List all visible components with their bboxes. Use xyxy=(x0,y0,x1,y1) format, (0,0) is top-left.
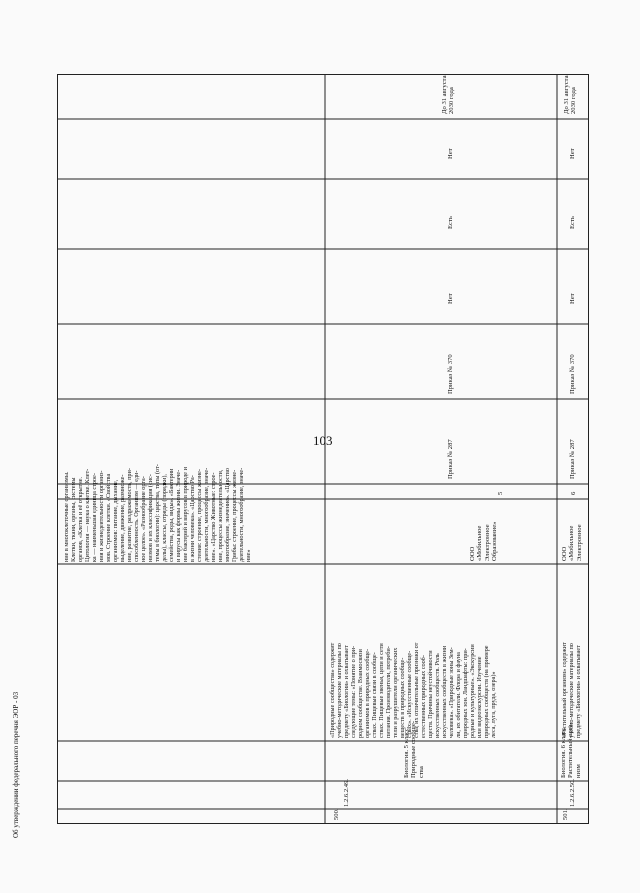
description-line: человека». «Природные зоны Зем- xyxy=(448,647,455,738)
description-line: следующие темы: «Понятие о при- xyxy=(350,645,357,738)
deadline-line: 2030 года xyxy=(448,87,456,114)
description-line: и вирусы как формы жизни. Значе- xyxy=(175,469,182,562)
description-line: деятельности, многообразие, значе- xyxy=(203,467,210,562)
row-500-description xyxy=(329,643,497,738)
description-line: родные и культурные». «Экскурсии xyxy=(469,644,476,738)
description-line: в жизни человека». «Царство Ра- xyxy=(189,475,196,562)
row-500-flag-c: Нет xyxy=(447,148,454,159)
row-501-number: 501. xyxy=(562,808,569,820)
organization-line: ООО xyxy=(561,546,568,561)
row-500-number: 500. xyxy=(333,808,340,820)
row-501-flag-c: Нет xyxy=(569,148,576,159)
description-line: предмету «Биология» и охватывает xyxy=(575,645,582,738)
row-501-organization xyxy=(561,524,583,561)
row-501-description xyxy=(561,642,582,738)
description-line: способленность. Организм — еди- xyxy=(133,470,140,562)
deadline-line: До 31 августа xyxy=(441,75,448,114)
title-line: Биология. 5 класс. xyxy=(403,726,410,778)
description-line: ние» xyxy=(245,549,252,562)
description-line: ствах. Пищевые звенья, цепи и сети xyxy=(378,643,385,738)
row-501-count: 6 xyxy=(570,491,577,495)
description-line: ния и жизнедеятельности организ- xyxy=(98,470,105,562)
description-line: ствах. Пищевые связи в сообще- xyxy=(371,652,378,738)
title-line: ства xyxy=(417,766,425,778)
description-line: выделение, движение, размноже- xyxy=(119,474,126,562)
table-grid xyxy=(57,74,589,824)
row-500-code: 1.2.6.2.49. xyxy=(343,778,350,807)
description-line: искусственных сообществ в жизни xyxy=(441,645,448,738)
description-line: ществ. Причины неустойчивости xyxy=(427,650,434,738)
description-line: «Растительный организм» содержит xyxy=(561,642,568,738)
title-line: Растительный орга- xyxy=(567,722,575,778)
row-500-flag-a: Нет xyxy=(447,293,454,304)
description-line: семейства, роды, виды». «Бактерии xyxy=(168,468,175,562)
description-line: органов, «Клетка и её открытие. xyxy=(77,476,84,562)
description-line: многообразие, значение». «Царство xyxy=(224,468,231,562)
organization-line: Образование» xyxy=(491,521,499,561)
description-line: ние в многоклеточные организмы. xyxy=(63,471,70,562)
description-line: веществ в природных сообще- xyxy=(399,657,406,738)
description-line: Грибы: строение, процессы жизне- xyxy=(231,469,238,562)
description-line: организмов: питание, дыхание, xyxy=(112,479,119,562)
description-line: темы в биологии): царства, типы (от- xyxy=(154,464,161,562)
description-line: стения: строение, процессы жизне- xyxy=(196,469,203,562)
row-500-order-287: Приказ № 287 xyxy=(447,439,454,479)
organization-line: Электронное xyxy=(483,524,491,561)
description-line: ние бактерий и вирусов в природе и xyxy=(182,467,189,562)
description-line: природных зон. Ландшафты: при- xyxy=(462,648,469,738)
deadline-line: До 31 августа xyxy=(563,75,570,114)
deadline-line: 2030 года xyxy=(570,87,578,114)
description-line: делы), классы, отряды (порядки), xyxy=(161,474,168,562)
description-line: учебно-методические материалы по xyxy=(568,643,575,738)
row-501-flag-a: Нет xyxy=(569,293,576,304)
description-line: естественных природных сооб- xyxy=(420,655,427,738)
description-line: тели и разрушители органических xyxy=(392,647,399,738)
row-501-order-287: Приказ № 287 xyxy=(569,439,576,479)
row-500-organization xyxy=(469,522,499,561)
organization-line: «Мобильное xyxy=(476,525,484,561)
description-line: ства, их отличительные признаки от xyxy=(413,642,420,738)
description-line: ние, развитие, раздражимость, при- xyxy=(126,468,133,562)
description-line: ка — наименьшая единица строе- xyxy=(91,473,98,562)
organization-line: Электронное xyxy=(575,524,583,561)
row-501-code: 1.2.6.2.50. xyxy=(569,778,576,807)
description-line: учебно-методические материалы по xyxy=(336,643,343,738)
description-line: искусственных сообществ. Роль xyxy=(434,653,441,738)
description-line: ное целое». «Разнообразие орга- xyxy=(140,476,147,562)
description-line: мов. Строение клетки. «Свойства xyxy=(105,473,112,562)
continued-description xyxy=(63,464,252,562)
description-line: природных сообществ (на примере xyxy=(483,645,490,738)
organization-line: ООО xyxy=(469,546,476,561)
description-line: деятельности, многообразие, значе- xyxy=(238,467,245,562)
title-line: Биология. 6 класс. xyxy=(560,726,567,778)
row-500-order-370: Приказ № 370 xyxy=(447,354,454,394)
rotated-table xyxy=(57,74,589,824)
description-line: «Природные сообщества» содержит xyxy=(329,642,336,738)
description-line: предмету «Биология» и охватывает xyxy=(343,645,350,738)
description-line: родном сообществе. Взаимосвязи xyxy=(357,649,364,738)
description-line: ние». «Царство Животные: строе- xyxy=(210,472,217,562)
title-line: Природные сообще- xyxy=(410,721,418,778)
description-line: Цитология — наука о клетке. Клет- xyxy=(84,468,91,562)
footer-note: Об утверждении федерального перечня ЭОР - 03 xyxy=(12,691,20,838)
description-line: или видеоэкскурсии. Изучение xyxy=(476,656,483,738)
description-line: ли, их обитатели. Флора и фауна xyxy=(455,652,462,738)
page-number: 103 xyxy=(313,433,333,448)
row-500-flag-b: Есть xyxy=(447,216,454,229)
row-501-order-370: Приказ № 370 xyxy=(569,354,576,394)
description-line: ние, процессы жизнедеятельности, xyxy=(217,469,224,562)
description-line: Клетки, ткани, органы, системы xyxy=(70,477,77,562)
row-500-deadline xyxy=(441,75,456,114)
row-500-count: 5 xyxy=(497,491,504,495)
title-line: низм xyxy=(574,764,582,778)
description-line: организмов в природных сообще- xyxy=(364,648,371,738)
description-line: леса, луга, пруда, озера)» xyxy=(490,671,497,738)
description-line: ствах». «Искусственные сообще- xyxy=(406,650,413,738)
description-line: питания. Производители, потреби- xyxy=(385,646,392,738)
description-line: низмов и их классификация (сис- xyxy=(147,474,154,562)
row-501-flag-b: Есть xyxy=(569,216,576,229)
organization-line: «Мобильное xyxy=(568,525,576,561)
row-501-deadline xyxy=(563,75,578,114)
